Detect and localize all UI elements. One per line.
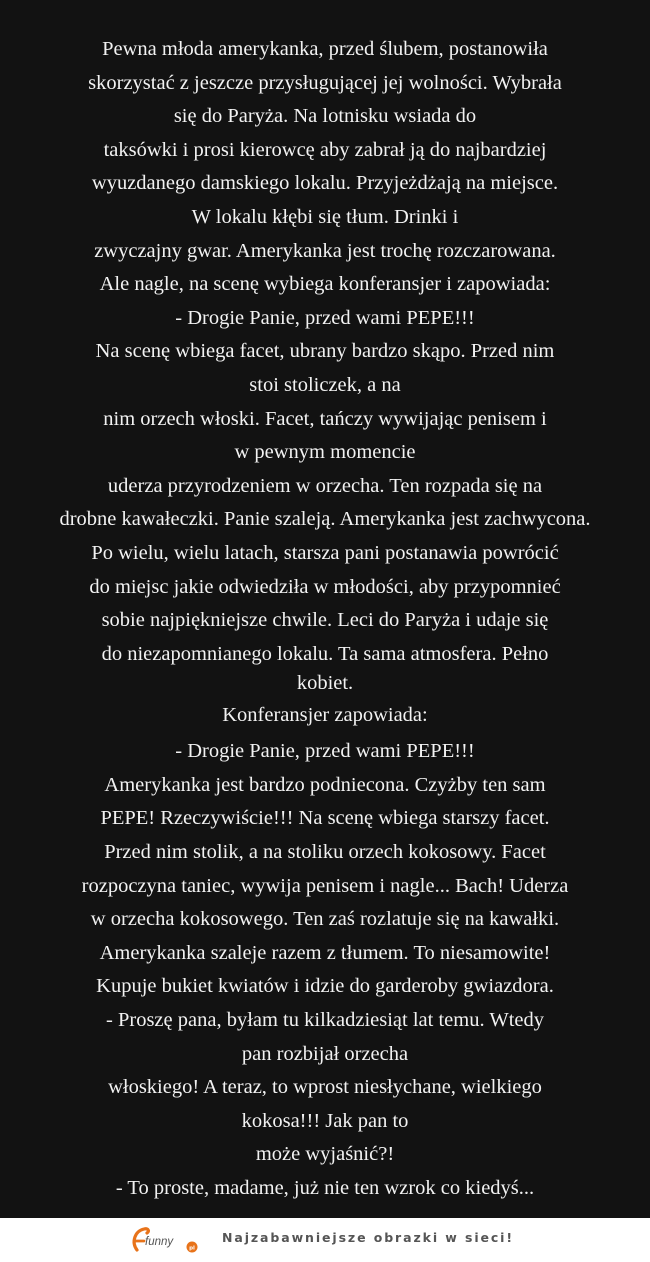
story-line: uderza przyrodzeniem w orzecha. Ten rozpada się na (107, 474, 543, 497)
story-line: Amerykanka jest bardzo podniecona. Czyżby ten sam (104, 773, 546, 796)
story-line: - Proszę pana, byłam tu kilkadziesiąt lat temu. Wtedy (106, 1009, 544, 1032)
story-line: może wyjaśnić?! (255, 1143, 395, 1166)
story-line: sobie najpiękniejsze chwile. Leci do Paryża i udaje się (101, 609, 549, 632)
story-line: wyuzdanego damskiego lokalu. Przyjeżdżają na miejsce. (91, 172, 559, 195)
story-line: Ale nagle, na scenę wybiega konferansjer i zapowiada: (99, 273, 551, 296)
story-line: W lokalu kłębi się tłum. Drinki i (191, 205, 459, 228)
story-line: Kupuje bukiet kwiatów i idzie do garderoby gwiazdora. (96, 975, 554, 998)
story-line: do miejsc jakie odwiedziła w młodości, aby przypomnieć (89, 575, 561, 598)
story-line: stoi stoliczek, a na (249, 373, 401, 396)
story-line: taksówki i prosi kierowcę aby zabrał ją do najbardziej (103, 138, 547, 161)
story-line: Konferansjer zapowiada: (222, 704, 428, 727)
story-line: - To proste, madame, już nie ten wzrok co kiedyś... (115, 1177, 535, 1199)
story-line: - Drogie Panie, przed wami PEPE!!! (175, 306, 475, 329)
story-line: do niezapomnianego lokalu. Ta sama atmosfera. Pełno (101, 642, 549, 665)
story-line: - Drogie Panie, przed wami PEPE!!! (175, 740, 475, 763)
story-line: w orzecha kokosowego. Ten zaś rozlatuje się na kawałki. (90, 908, 560, 931)
story-line: kokosa!!! Jak pan to (241, 1109, 409, 1132)
footer-bar (0, 1218, 650, 1262)
logo-suffix: pl (189, 1245, 195, 1252)
story-line: drobne kawałeczki. Panie szaleją. Amerykanka jest zachwycona. (59, 508, 591, 531)
story-line: Pewna młoda amerykanka, przed ślubem, postanowiła (102, 38, 548, 60)
funny-logo[interactable] (128, 1223, 200, 1259)
story-line: się do Paryża. Na lotnisku wsiada do (173, 105, 477, 128)
story-line: skorzystać z jeszcze przysługującej jej wolności. Wybrała (88, 71, 562, 94)
story-line: Przed nim stolik, a na stoliku orzech kokosowy. Facet (104, 841, 546, 864)
story-line: Po wielu, wielu latach, starsza pani postanawia powrócić (91, 541, 559, 564)
story-line: nim orzech włoski. Facet, tańczy wywijając penisem i (103, 407, 547, 430)
tagline: Najzabawniejsze obrazki w sieci! (222, 1230, 514, 1245)
logo-wordmark: funny (145, 1236, 174, 1248)
story-line: rozpoczyna taniec, wywija penisem i nagle... Bach! Uderza (81, 874, 569, 897)
story-line: zwyczajny gwar. Amerykanka jest trochę rozczarowana. (94, 239, 556, 262)
story-line: PEPE! Rzeczywiście!!! Na scenę wbiega starszy facet. (100, 807, 550, 830)
story-line: włoskiego! A teraz, to wprost niesłychane, wielkiego (108, 1076, 542, 1099)
story-line: Na scenę wbiega facet, ubrany bardzo skąpo. Przed nim (95, 340, 555, 363)
story-line: kobiet. (296, 672, 354, 695)
story-line: pan rozbijał orzecha (241, 1042, 409, 1065)
story-line: w pewnym momencie (234, 441, 416, 464)
story-line: Amerykanka szaleje razem z tłumem. To niesamowite! (99, 941, 551, 964)
